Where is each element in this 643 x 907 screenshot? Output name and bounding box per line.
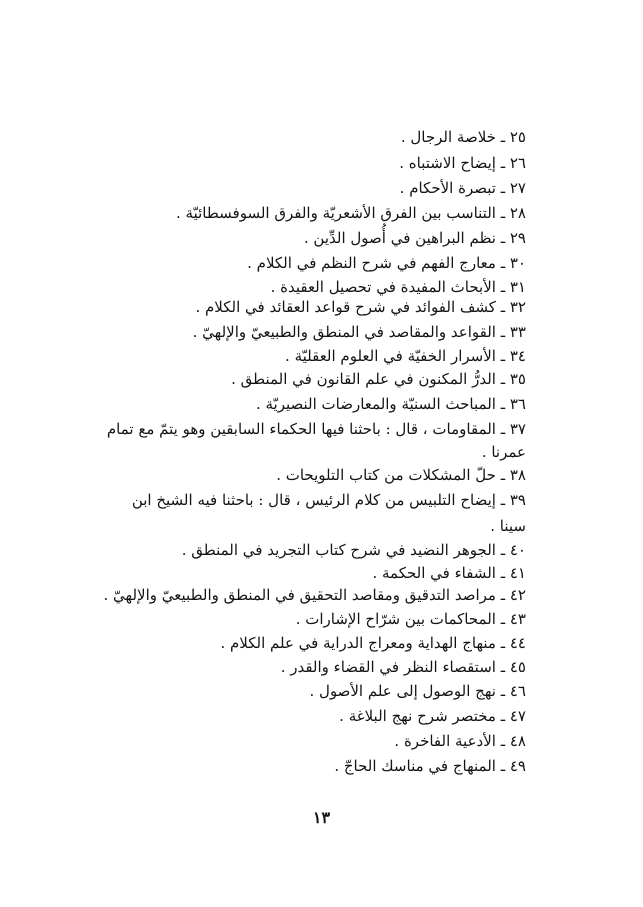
list-item: ٤٢ ـ مراصد التدقيق ومقاصد التحقيق في المنطق والطبيعيّ والإلهيّ .	[103, 586, 526, 604]
list-item: ٢٩ ـ نظم البراهين في أُصول الدِّين .	[303, 229, 526, 247]
page-number: ١٣	[312, 808, 331, 827]
list-item: ٣٠ ـ معارج الفهم في شرح النظم في الكلام .	[247, 254, 526, 272]
list-item: ٣٩ ـ إيضاح التلبيس من كلام الرئيس ، قال : باحثنا فيه الشيخ ابن	[131, 491, 526, 509]
list-item: ٣٣ ـ القواعد والمقاصد في المنطق والطبيعيّ والإلهيّ .	[192, 323, 526, 341]
list-item: ٤٣ ـ المحاكمات بين شرّاح الإشارات .	[295, 610, 526, 628]
list-item: ٤٥ ـ استقصاء النظر في القضاء والقدر .	[280, 658, 526, 676]
list-item: ٣٤ ـ الأسرار الخفيّة في العلوم العقليّة .	[285, 347, 526, 365]
list-item-continuation: عمرنا .	[481, 443, 526, 461]
list-item: ٤٧ ـ مختصر شرح نهج البلاغة .	[339, 707, 526, 725]
list-item: ٢٥ ـ خلاصة الرجال .	[400, 128, 526, 146]
list-item: ٣٢ ـ كشف الفوائد في شرح قواعد العقائد في الكلام .	[195, 298, 526, 316]
list-item-continuation: سينا .	[490, 517, 526, 535]
list-item: ٤٤ ـ منهاج الهداية ومعراج الدراية في علم الكلام .	[220, 634, 526, 652]
list-item: ٣٥ ـ الدرُّ المكنون في علم القانون في المنطق .	[231, 370, 526, 388]
list-item: ٣٧ ـ المقاومات ، قال : باحثنا فيها الحكماء السابقين وهو يتمّ مع تمام	[106, 420, 526, 438]
list-item: ٤٦ ـ نهج الوصول إلى علم الأصول .	[309, 682, 526, 700]
list-item: ٤٠ ـ الجوهر النضيد في شرح كتاب التجريد في المنطق .	[181, 541, 526, 559]
list-item: ٣١ ـ الأبحاث المفيدة في تحصيل العقيدة .	[270, 278, 526, 296]
list-item: ٢٨ ـ التناسب بين الفرق الأشعريّة والفرق السوفسطائيّة .	[176, 204, 526, 222]
list-item: ٤٨ ـ الأدعية الفاخرة .	[394, 732, 526, 750]
list-item: ٣٦ ـ المباحث السنيّة والمعارضات النصيريّة .	[255, 395, 526, 413]
list-item: ٤١ ـ الشفاء في الحكمة .	[372, 564, 526, 582]
list-item: ٣٨ ـ حلّ المشكلات من كتاب التلويحات .	[276, 466, 526, 484]
list-item: ٤٩ ـ المنهاج في مناسك الحاجّ .	[334, 757, 526, 775]
list-item: ٢٦ ـ إيضاح الاشتباه .	[399, 154, 526, 172]
list-item: ٢٧ ـ تبصرة الأحكام .	[399, 179, 526, 197]
